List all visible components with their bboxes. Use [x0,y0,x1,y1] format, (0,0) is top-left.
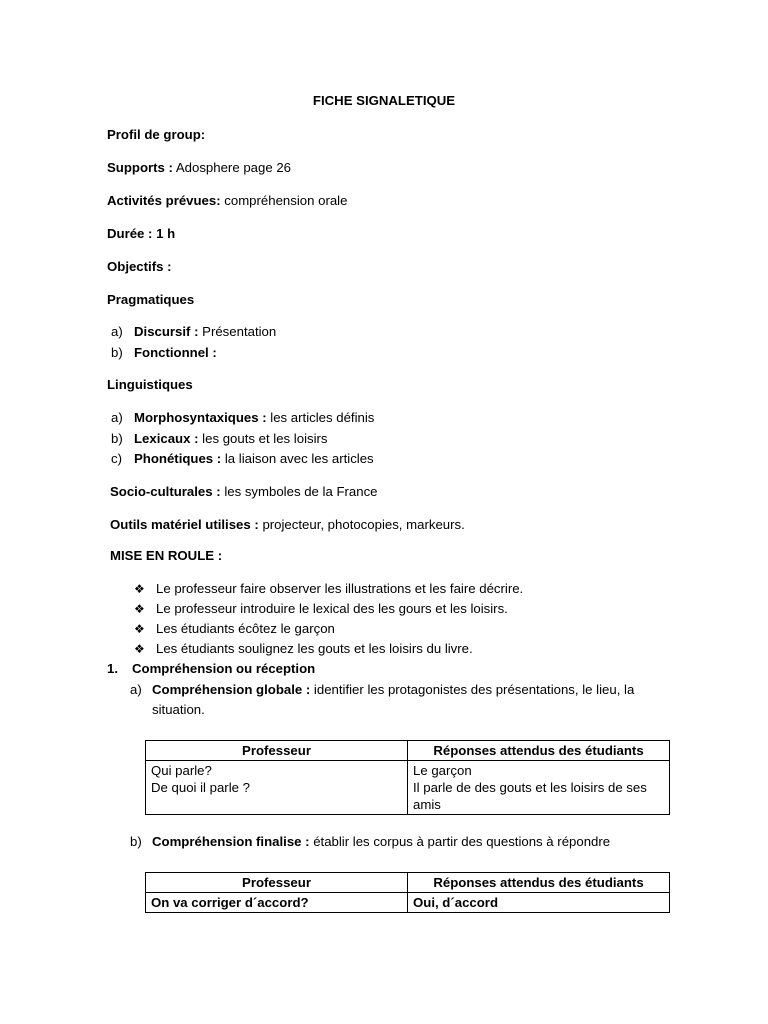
comprehension-globale-continuation: situation. [152,702,205,717]
pragmatiques-item-discursif [134,324,276,340]
cell-line: De quoi il parle ? [151,780,250,795]
comprehension-finalise-label: Compréhension finalise : [152,834,310,849]
comprehension-globale-label: Compréhension globale : [152,682,311,697]
linguistiques-item-morphosyntaxiques [134,410,374,426]
socio-line [110,484,378,500]
cell-line: Qui parle? [151,763,212,778]
pragmatiques-item-fonctionnel [134,345,217,361]
mise-en-roule-item: Le professeur faire observer les illustrations et les faire décrire. [156,581,524,596]
section-heading: Compréhension ou réception [132,661,316,676]
header-reponses: Réponses attendus des étudiants [408,741,670,761]
table-header-row [146,741,670,761]
mise-en-roule-heading: MISE EN ROULE : [110,548,223,563]
item-label: Lexicaux : [134,431,199,446]
cell-line: amis [413,797,441,812]
comprehension-finalise-line [152,834,610,850]
cell-line: Il parle de des gouts et les loisirs de ses [413,780,647,795]
profil-label: Profil de group: [107,127,206,142]
socio-label: Socio-culturales : [110,484,221,499]
outils-label: Outils matériel utilises : [110,517,259,532]
comprehension-globale-line [152,682,634,698]
diamond-bullet-icon: ❖ [134,642,145,656]
header-professeur: Professeur [146,873,408,893]
activites-line [107,193,347,209]
supports-value: Adosphere page 26 [172,160,291,175]
activites-label: Activités prévues: [107,193,221,208]
diamond-bullet-icon: ❖ [134,582,145,596]
list-marker: b) [130,834,142,849]
header-reponses: Réponses attendus des étudiants [408,873,670,893]
item-value: les articles définis [266,410,375,425]
item-value: la liaison avec les articles [221,451,374,466]
linguistiques-item-phonetiques [134,451,374,467]
item-value: Présentation [198,324,277,339]
duree-label: Durée : 1 h [107,226,176,241]
pragmatiques-heading: Pragmatiques [107,292,195,307]
table-row [146,893,670,913]
mise-en-roule-item: Les étudiants soulignez les gouts et les loisirs du livre. [156,641,473,656]
list-marker: a) [111,410,123,425]
list-marker: a) [130,682,142,697]
list-marker: a) [111,324,123,339]
socio-value: les symboles de la France [220,484,378,499]
table-cell-professeur [146,761,408,815]
activites-value: compréhension orale [220,193,348,208]
diamond-bullet-icon: ❖ [134,602,145,616]
header-professeur: Professeur [146,741,408,761]
item-label: Morphosyntaxiques : [134,410,267,425]
table-cell-professeur: On va corriger d´accord? [146,893,408,913]
table-row [146,761,670,815]
objectifs-label: Objectifs : [107,259,172,274]
table-cell-reponses [408,761,670,815]
item-label: Discursif : [134,324,199,339]
table-cell-reponses: Oui, d´accord [408,893,670,913]
linguistiques-heading: Linguistiques [107,377,193,392]
table-comprehension-finalise [145,872,670,913]
table-header-row [146,873,670,893]
comprehension-finalise-value: établir les corpus à partir des questions à répondre [309,834,611,849]
document-title: FICHE SIGNALETIQUE [312,93,456,108]
diamond-bullet-icon: ❖ [134,622,145,636]
mise-en-roule-item: Les étudiants écôtez le garçon [156,621,335,636]
item-label: Fonctionnel : [134,345,217,360]
outils-line [110,517,465,533]
list-marker: c) [111,451,122,466]
table-comprehension-globale [145,740,670,815]
supports-label: Supports : [107,160,173,175]
item-label: Phonétiques : [134,451,222,466]
comprehension-globale-value: identifier les protagonistes des présentations, le lieu, la [310,682,635,697]
section-number: 1. [107,661,118,676]
mise-en-roule-item: Le professeur introduire le lexical des les gours et les loisirs. [156,601,508,616]
cell-line: Le garçon [413,763,472,778]
list-marker: b) [111,431,123,446]
supports-line [107,160,291,176]
linguistiques-item-lexicaux [134,431,328,447]
outils-value: projecteur, photocopies, markeurs. [258,517,465,532]
item-value: les gouts et les loisirs [198,431,328,446]
list-marker: b) [111,345,123,360]
